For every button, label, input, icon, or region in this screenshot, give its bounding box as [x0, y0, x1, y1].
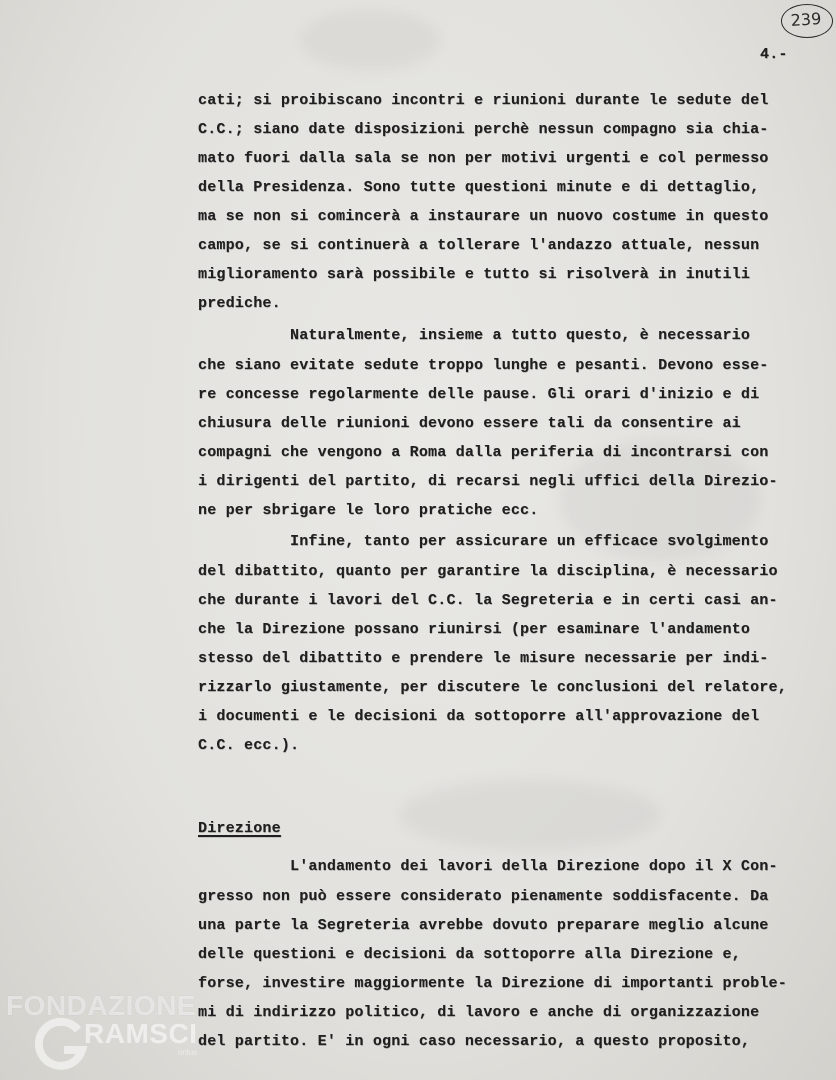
- text-line: Naturalmente, insieme a tutto questo, è necessario: [198, 327, 751, 344]
- text-line: L'andamento dei lavori della Direzione dopo il X Con-: [198, 858, 778, 875]
- page-number: 4.-: [760, 46, 788, 63]
- text-line: C.C. ecc.).: [198, 737, 300, 754]
- watermark-line1: FONDAZIONE: [6, 990, 197, 1021]
- text-line: mato fuori dalla sala se non per motivi urgenti e col permesso: [198, 150, 769, 167]
- text-line: ma se non si comincerà a instaurare un nuovo costume in questo: [198, 208, 769, 225]
- gramsci-logo-icon: [32, 1016, 90, 1072]
- text-line: cati; si proibiscano incontri e riunioni durante le sedute del: [198, 92, 769, 109]
- text-line: mi di indirizzo politico, di lavoro e anche di organizzazione: [198, 1004, 760, 1021]
- text-line: delle questioni e decisioni da sottoporre alla Direzione e,: [198, 946, 741, 963]
- text-line: forse, investire maggiormente la Direzione di importanti proble-: [198, 975, 787, 992]
- text-line: ne per sbrigare le loro pratiche ecc.: [198, 502, 539, 519]
- text-line: Infine, tanto per assicurare un efficace svolgimento: [198, 533, 769, 550]
- text-line: una parte la Segreteria avrebbe dovuto preparare meglio alcune: [198, 917, 769, 934]
- text-line: gresso non può essere considerato pienamente soddisfacente. Da: [198, 888, 769, 905]
- text-line: della Presidenza. Sono tutte questioni minute e di dettaglio,: [198, 179, 760, 196]
- text-line: del partito. E' in ogni caso necessario, a questo proposito,: [198, 1033, 751, 1050]
- text-line: che la Direzione possano riunirsi (per esaminare l'andamento: [198, 621, 751, 638]
- paper-smudge: [300, 10, 440, 70]
- text-line: prediche.: [198, 295, 281, 312]
- text-line: che durante i lavori del C.C. la Segreteria e in certi casi an-: [198, 592, 778, 609]
- text-line: i dirigenti del partito, di recarsi negli uffici della Direzio-: [198, 473, 778, 490]
- text-line: miglioramento sarà possibile e tutto si risolverà in inutili: [198, 266, 751, 283]
- fondazione-gramsci-watermark: [2, 988, 202, 1078]
- text-line: i documenti e le decisioni da sottoporre all'approvazione del: [198, 708, 760, 725]
- text-line: che siano evitate sedute troppo lunghe e pesanti. Devono esse-: [198, 357, 769, 374]
- text-line: rizzarlo giustamente, per discutere le conclusioni del relatore,: [198, 679, 787, 696]
- paper-smudge: [400, 780, 660, 850]
- watermark-small-text: onlus: [178, 1048, 198, 1057]
- text-line: stesso del dibattito e prendere le misure necessarie per indi-: [198, 650, 769, 667]
- text-line: compagni che vengono a Roma dalla periferia di incontrarsi con: [198, 444, 769, 461]
- archive-number: 239: [790, 8, 822, 31]
- section-heading: Direzione: [198, 820, 281, 837]
- text-line: campo, se si continuerà a tollerare l'andazzo attuale, nessun: [198, 237, 760, 254]
- watermark-line2: RAMSCI: [84, 1018, 198, 1049]
- text-line: del dibattito, quanto per garantire la disciplina, è necessario: [198, 563, 778, 580]
- text-line: C.C.; siano date disposizioni perchè nessun compagno sia chia-: [198, 121, 769, 138]
- text-line: chiusura delle riunioni devono essere tali da consentire ai: [198, 415, 741, 432]
- text-line: re concesse regolarmente delle pause. Gli orari d'inizio e di: [198, 386, 760, 403]
